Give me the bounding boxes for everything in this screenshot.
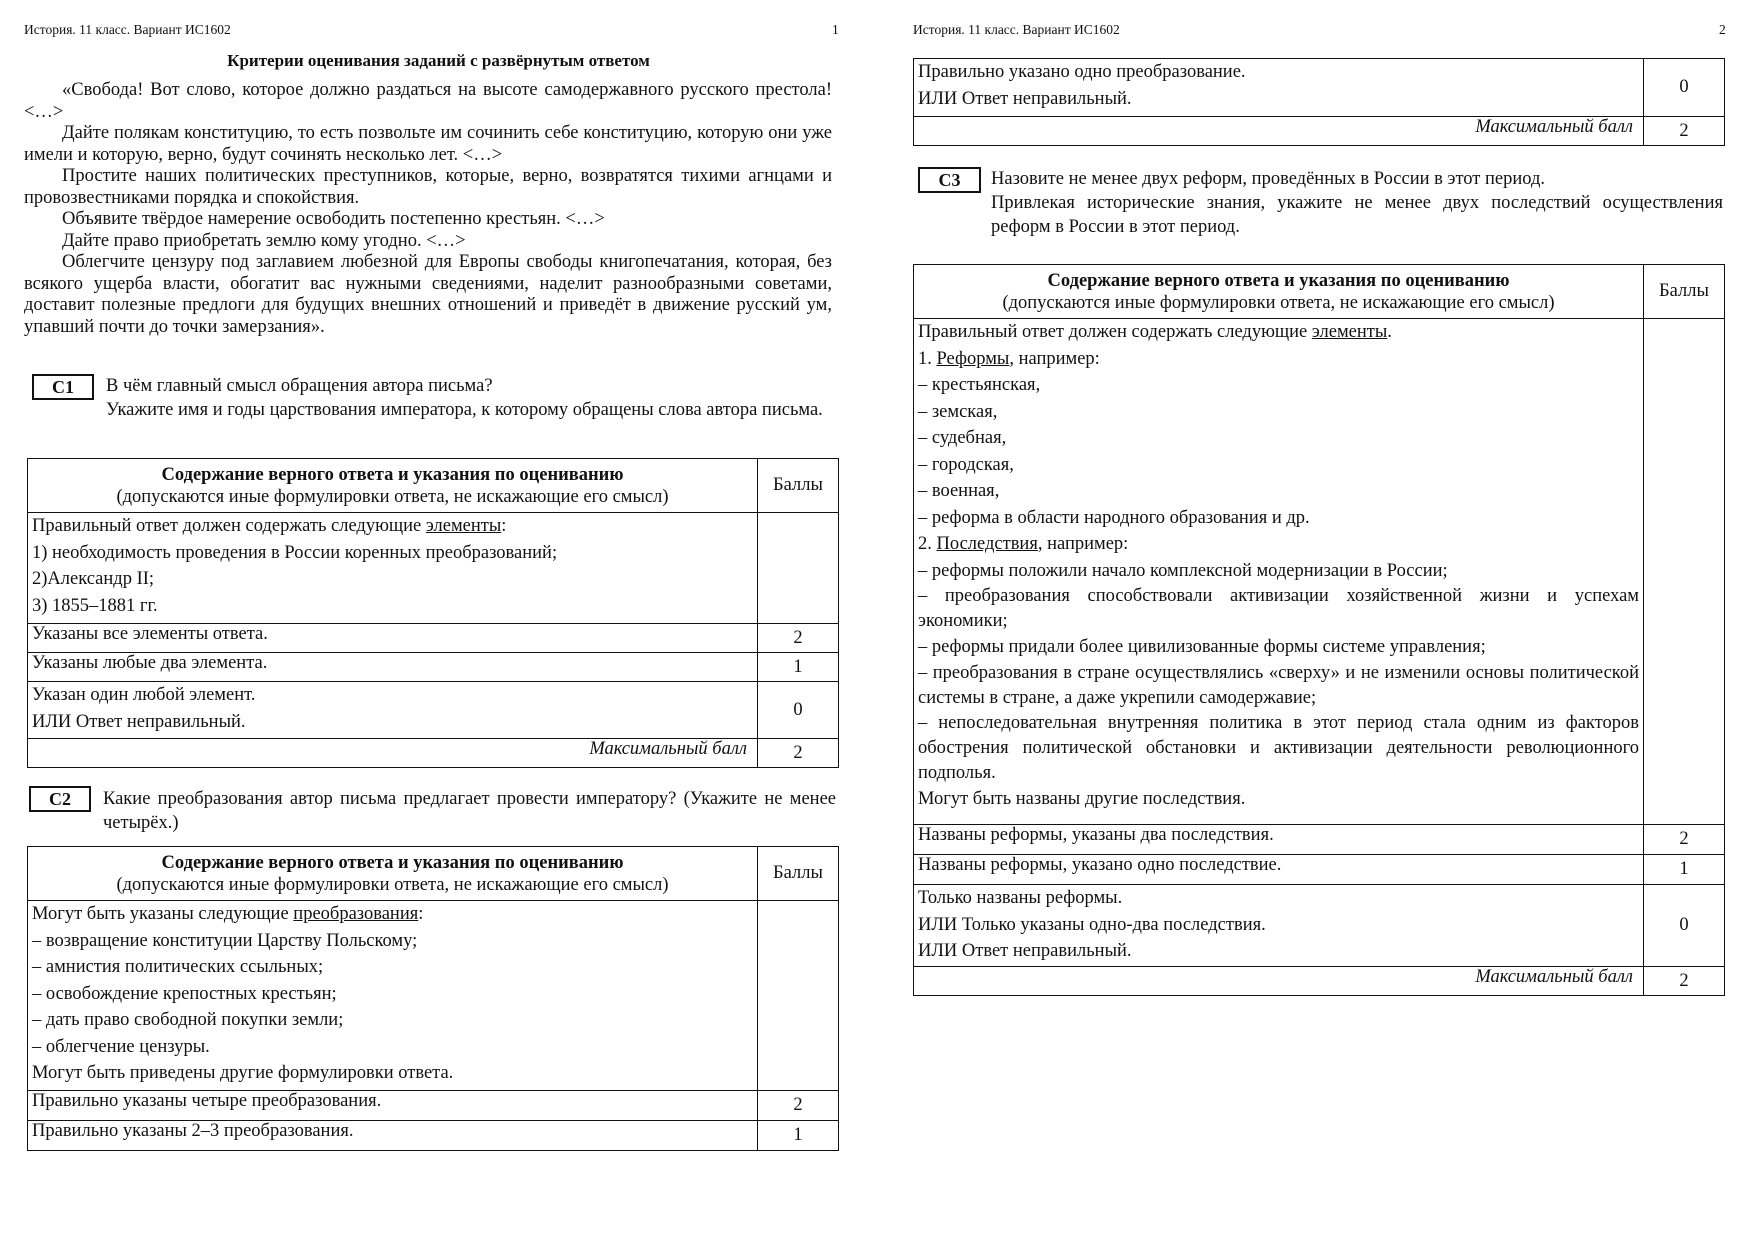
answer-elements: Могут быть указаны следующие преобразования: – возвращение конституции Царству Польскому; – амнистия политических ссыльных; – освобождение крепостных крестьян; – дать право свободной покупки земли; – облегчение цензуры. Могут быть приведены другие формулировки ответа.	[28, 901, 758, 1091]
task-label-c2: C2	[29, 786, 91, 812]
question-line: Назовите не менее двух реформ, проведённых в России в этот период.	[991, 169, 1546, 189]
list-item: – непоследовательная внутренняя политика в этот период стала одним из факторов обострения политической обстановки и активизации деятельности революционного подполья.	[918, 712, 1639, 783]
page-2	[877, 0, 1754, 1239]
page-number: 2	[1719, 22, 1726, 37]
answer-elements: Правильный ответ должен содержать следующие элементы. 1. Реформы, например: – крестьянская, – земская, – судебная, – городская, – военная, – реформа в области народного образования и др. 2. Последствия, например: – реформы положили начало комплексной модернизации в России; – преобразования способствовали активизации хозяйственной жизни и успехам экономики; – реформы придали более цивилизованные формы системе управления; – преобразования в стране осуществлялись «сверху» и не изменили основы политической системы в стране, а даже укрепили самодержавие; – непоследовательная внутренняя политика в этот период стала одним из факторов обострения политической обстановки и активизации деятельности революционного подполья. Могут быть названы другие последствия.	[914, 319, 1644, 825]
criterion-row-text: Правильно указано одно преобразование. ИЛИ Ответ неправильный.	[914, 59, 1644, 117]
criterion-score: 2	[758, 624, 839, 653]
criterion-row-text: Только названы реформы. ИЛИ Только указаны одно-два последствия. ИЛИ Ответ неправильный.	[914, 885, 1644, 967]
max-score-value: 2	[758, 739, 839, 768]
quote-paragraph: Облегчите цензуру под заглавием любезной для Европы свободы книгопечатания, которая, без всякого ущерба власти, обогатит вас нужными сведениями, наделит разнообразными советами, доставит полезные предлоги для будущих внешних отношений и приведёт в движение русский ум, упавший почти до точки замерзания».	[24, 252, 832, 337]
table-header-score: Баллы	[1644, 265, 1725, 319]
table-header-content: Содержание верного ответа и указания по оцениванию (допускаются иные формулировки ответа, не искажающие его смысл)	[28, 847, 758, 901]
max-score-label: Максимальный балл	[914, 967, 1644, 996]
table-header-score: Баллы	[758, 459, 839, 513]
list-item: – судебная,	[918, 428, 1007, 448]
list-item: – дать право свободной покупки земли;	[32, 1010, 344, 1030]
page-number: 1	[832, 22, 839, 37]
source-quote	[24, 80, 832, 338]
task-c3-question	[991, 167, 1723, 239]
list-item: – преобразования способствовали активизации хозяйственной жизни и успехам экономики;	[918, 586, 1639, 631]
criteria-table-c1	[27, 458, 839, 768]
list-item: – военная,	[918, 481, 1000, 501]
task-label-c3: C3	[918, 167, 981, 193]
criterion-score: 1	[1644, 855, 1725, 885]
question-line: Какие преобразования автор письма предлагает провести императору? (Укажите не менее четырёх.)	[103, 789, 836, 833]
list-item: – реформы придали более цивилизованные формы системе управления;	[918, 637, 1486, 657]
list-item: – земская,	[918, 401, 998, 422]
question-line: В чём главный смысл обращения автора письма?	[106, 376, 493, 396]
list-item: – реформа в области народного образования и др.	[918, 507, 1310, 528]
criterion-score: 0	[1644, 885, 1725, 967]
list-item: – амнистия политических ссыльных;	[32, 957, 324, 977]
task-label-c1: C1	[32, 374, 94, 400]
criterion-row-text: Правильно указаны 2–3 преобразования.	[28, 1121, 758, 1151]
criterion-row-text: Указаны любые два элемента.	[28, 653, 758, 682]
criteria-table-c2-continued	[913, 58, 1725, 146]
criterion-score: 2	[758, 1091, 839, 1121]
table-header-score: Баллы	[758, 847, 839, 901]
question-line: Укажите имя и годы царствования императора, к которому обращены слова автора письма.	[106, 400, 823, 420]
list-item: – возвращение конституции Царству Польскому;	[32, 930, 418, 951]
criterion-score: 0	[1644, 59, 1725, 117]
max-score-label: Максимальный балл	[28, 739, 758, 768]
list-item: 2)Александр II;	[32, 569, 155, 589]
criterion-score: 1	[758, 1121, 839, 1151]
max-score-value: 2	[1644, 117, 1725, 146]
list-item: 1) необходимость проведения в России коренных преобразований;	[32, 542, 558, 563]
criteria-table-c3	[913, 264, 1725, 996]
list-item: Могут быть названы другие последствия.	[918, 788, 1246, 809]
criterion-score: 1	[758, 653, 839, 682]
list-item: Могут быть приведены другие формулировки ответа.	[32, 1063, 454, 1083]
answer-elements: Правильный ответ должен содержать следующие элементы: 1) необходимость проведения в России коренных преобразований; 2)Александр II; 3) 1855–1881 гг.	[28, 513, 758, 624]
quote-paragraph: Дайте право приобретать землю кому угодно. <…>	[62, 230, 466, 251]
criterion-row-text: Названы реформы, указано одно последствие.	[914, 855, 1644, 885]
table-header-content: Содержание верного ответа и указания по оцениванию (допускаются иные формулировки ответа, не искажающие его смысл)	[28, 459, 758, 513]
criteria-table-c2	[27, 846, 839, 1151]
running-header: История. 11 класс. Вариант ИС1602	[913, 22, 1120, 37]
question-line: Привлекая исторические знания, укажите не менее двух последствий осуществления реформ в России в этот период.	[991, 193, 1723, 237]
list-item: 3) 1855–1881 гг.	[32, 595, 158, 616]
list-item: – освобождение крепостных крестьян;	[32, 983, 337, 1004]
quote-paragraph: Объявите твёрдое намерение освободить постепенно крестьян. <…>	[62, 209, 605, 229]
list-item: – крестьянская,	[918, 375, 1041, 395]
criterion-row-text: Правильно указаны четыре преобразования.	[28, 1091, 758, 1121]
criterion-row-text: Названы реформы, указаны два последствия.	[914, 825, 1644, 855]
list-item: – преобразования в стране осуществлялись «сверху» и не изменили основы политической системы в стране, а даже укрепили самодержавие;	[918, 662, 1639, 708]
list-item: – реформы положили начало комплексной модернизации в России;	[918, 560, 1448, 581]
criterion-row-text: Указаны все элементы ответа.	[28, 624, 758, 653]
max-score-label: Максимальный балл	[914, 117, 1644, 146]
task-c1-question	[106, 374, 836, 422]
list-item: – облегчение цензуры.	[32, 1036, 210, 1057]
criterion-score: 2	[1644, 825, 1725, 855]
table-header-content: Содержание верного ответа и указания по оцениванию (допускаются иные формулировки ответа, не искажающие его смысл)	[914, 265, 1644, 319]
list-item: – городская,	[918, 454, 1014, 475]
task-c2-question	[103, 787, 836, 835]
criterion-score: 0	[758, 682, 839, 739]
quote-paragraph: «Свобода! Вот слово, которое должно раздаться на высоте самодержавного русского престола! <…>	[24, 80, 832, 122]
quote-paragraph: Простите наших политических преступников, которые, верно, возвратятся тихими агнцами и провозвестниками порядка и спокойствия.	[24, 166, 832, 208]
page-title: Критерии оценивания заданий с развёрнутым ответом	[227, 51, 650, 70]
max-score-value: 2	[1644, 967, 1725, 996]
criterion-row-text: Указан один любой элемент. ИЛИ Ответ неправильный.	[28, 682, 758, 739]
quote-paragraph: Дайте полякам конституцию, то есть позвольте им сочинить себе конституцию, которую они уже имели и которую, верно, будут сочинять несколько лет. <…>	[24, 123, 832, 165]
running-header: История. 11 класс. Вариант ИС1602	[24, 22, 231, 37]
